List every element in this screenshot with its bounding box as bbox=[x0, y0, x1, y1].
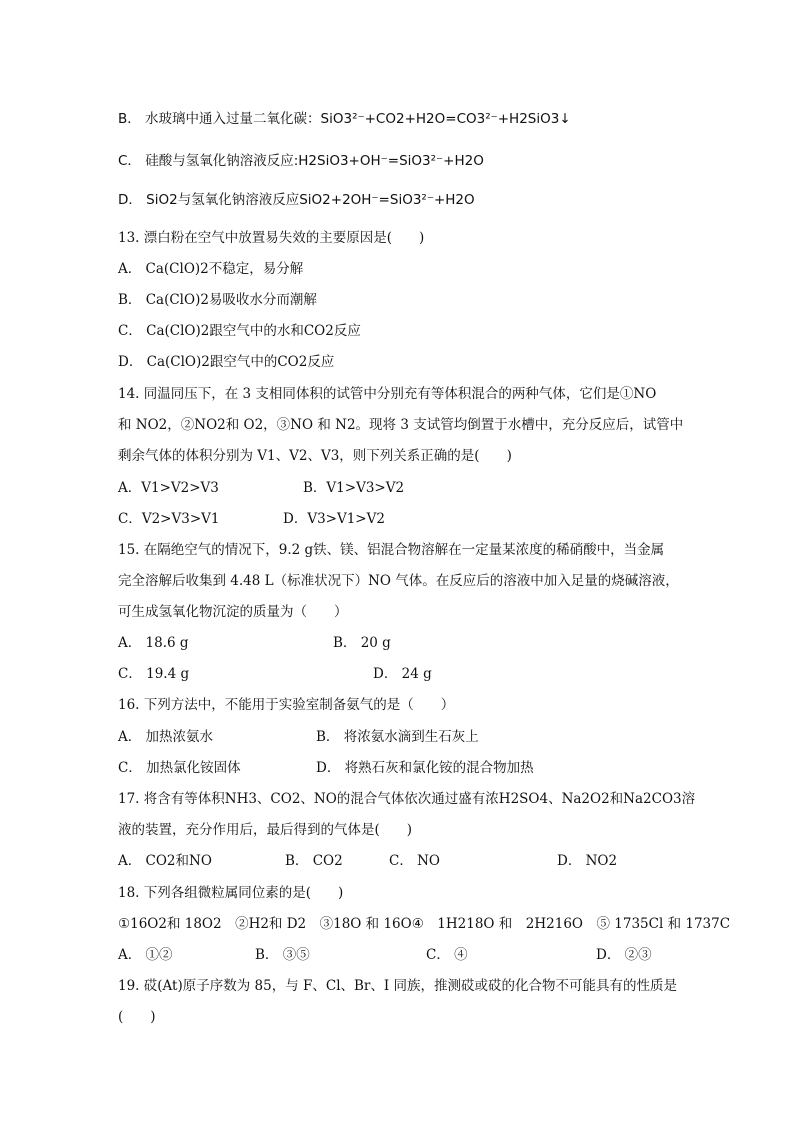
q19-stem-line1: 19. 砹(At)原子序数为 85，与 F、Cl、Br、I 同族，推测砹或砹的化合物不可能具有的性质是 bbox=[118, 978, 678, 994]
q15-stem-line3: 可生成氢氧化物沉淀的质量为（ ） bbox=[118, 604, 348, 620]
q16-stem: 16. 下列方法中，不能用于实验室制备氨气的是（ ） bbox=[118, 697, 455, 713]
q14-option-b: B．V1>V3>V2 bbox=[303, 480, 405, 496]
q13-stem: 13. 漂白粉在空气中放置易失效的主要原因是( ) bbox=[118, 230, 425, 246]
q15-option-d: D． 24 g bbox=[373, 666, 432, 682]
q18-option-d: D． ②③ bbox=[596, 947, 652, 963]
q13-option-b: B． Ca(ClO)2易吸收水分而潮解 bbox=[118, 292, 317, 308]
q13-option-d: D． Ca(ClO)2跟空气中的CO2反应 bbox=[118, 354, 335, 370]
q15-option-c: C． 19.4 g bbox=[118, 666, 190, 682]
q14-option-c: C．V2>V3>V1 bbox=[118, 511, 220, 527]
q15-option-a: A． 18.6 g bbox=[118, 635, 189, 651]
q13-option-a: A． Ca(ClO)2不稳定，易分解 bbox=[118, 261, 304, 277]
q18-option-a: A． ①② bbox=[118, 947, 173, 963]
q15-option-b: B． 20 g bbox=[333, 635, 391, 651]
q17-option-c: C． NO bbox=[389, 853, 441, 869]
q12-option-c: C． 硅酸与氢氧化钠溶液反应:H2SiO3+OH⁻=SiO3²⁻+H2O bbox=[118, 153, 484, 169]
q13-option-c: C． Ca(ClO)2跟空气中的水和CO2反应 bbox=[118, 323, 361, 339]
q12-option-b: B． 水玻璃中通入过量二氧化碳：SiO3²⁻+CO2+H2O=CO3²⁻+H2SiO3↓ bbox=[118, 111, 571, 127]
q16-option-c: C． 加热氯化铵固体 bbox=[118, 760, 241, 776]
q16-option-b: B． 将浓氨水滴到生石灰上 bbox=[316, 729, 479, 745]
q18-items: ①16O2和 18O2 ②H2和 D2 ③18O 和 16O④ 1H218O 和 2H216O ⑤ 1735Cl 和 1737C bbox=[118, 916, 731, 932]
q14-option-a: A．V1>V2>V3 bbox=[118, 480, 219, 496]
q15-stem-line1: 15. 在隔绝空气的情况下，9.2 g铁、镁、铝混合物溶解在一定量某浓度的稀硝酸中，当金属 bbox=[118, 542, 665, 558]
q14-option-d: D．V3>V1>V2 bbox=[283, 511, 385, 527]
q17-option-b: B． CO2 bbox=[285, 853, 343, 869]
q17-option-a: A． CO2和NO bbox=[118, 853, 212, 869]
q14-stem-line2: 和 NO2，②NO2和 O2，③NO 和 N2。现将 3 支试管均倒置于水槽中，充分反应后，试管中 bbox=[118, 417, 684, 433]
q18-option-b: B． ③⑤ bbox=[255, 947, 310, 963]
q15-stem-line2: 完全溶解后收集到 4.48 L（标准状况下）NO 气体。在反应后的溶液中加入足量的烧碱溶液， bbox=[118, 573, 679, 589]
q19-stem-line2: ( ) bbox=[118, 1009, 156, 1025]
q17-option-d: D． NO2 bbox=[557, 853, 618, 869]
q17-stem-line2: 液的装置，充分作用后，最后得到的气体是( ) bbox=[118, 822, 413, 838]
q14-stem-line3: 剩余气体的体积分别为 V1、V2、V3，则下列关系正确的是( ) bbox=[118, 448, 512, 464]
q14-stem-line1: 14. 同温同压下，在 3 支相同体积的试管中分别充有等体积混合的两种气体，它们是①NO bbox=[118, 386, 657, 402]
q17-stem-line1: 17. 将含有等体积NH3、CO2、NO的混合气体依次通过盛有浓H2SO4、Na2O2和Na2CO3溶 bbox=[118, 791, 696, 807]
q12-option-d: D． SiO2与氢氧化钠溶液反应SiO2+2OH⁻=SiO3²⁻+H2O bbox=[118, 192, 475, 208]
q16-option-d: D． 将熟石灰和氯化铵的混合物加热 bbox=[316, 760, 534, 776]
q18-option-c: C． ④ bbox=[426, 947, 468, 963]
q18-stem: 18. 下列各组微粒属同位素的是( ) bbox=[118, 885, 344, 901]
q16-option-a: A． 加热浓氨水 bbox=[118, 729, 214, 745]
